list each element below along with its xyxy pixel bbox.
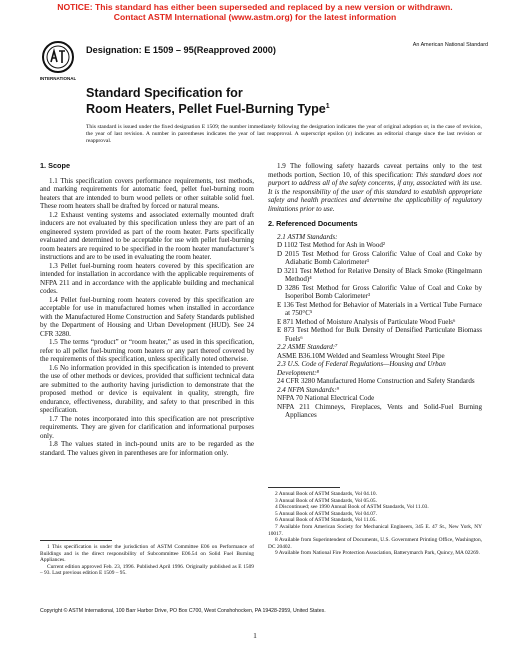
american-national-standard-label: An American National Standard: [412, 42, 488, 48]
footnote-3: 3 Annual Book of ASTM Standards, Vol 05.05.: [275, 497, 377, 504]
svg-text:INTERNATIONAL: INTERNATIONAL: [40, 76, 76, 81]
astm-standards-heading: 2.1 ASTM Standards:: [277, 232, 338, 241]
ref-e871: E 871 Method of Moisture Analysis of Particulate Wood Fuels⁶: [277, 317, 456, 326]
title-line-2-text: Room Heaters, Pellet Fuel-Burning Type: [86, 102, 326, 117]
section-1-6: 1.6 No information provided in this specification is intended to prevent the use of other methods or devices, provided that sufficient technical data are submitted to the authority having jurisdiction to demonstrate that the proposed method or device is equivalent in quality, strength, fire endurance, effectiveness, durability, and safety to that prescribed in this specification.: [40, 363, 254, 414]
footnote-rule-right: [268, 487, 340, 488]
section-1-9-text: 1.9 The following safety hazards caveat pertains only to the test methods portion, Section 10, of this specification:: [268, 162, 482, 179]
section-1-3: 1.3 Pellet fuel-burning room heaters covered by this specification are intended for installation in accordance with the applicable requirements of NFPA 211 and in accordance with the applicable building and mechanical codes.: [40, 261, 254, 295]
scope-heading: 1. Scope: [40, 161, 71, 170]
cfr-heading: 2.3 U.S. Code of Federal Regulations—Housing and Urban Development:⁸: [277, 360, 446, 377]
ref-d3211: D 3211 Test Method for Relative Density of Black Smoke (Ringelmann Method)⁴: [277, 266, 482, 283]
right-footnotes: [268, 491, 482, 557]
referenced-documents-heading: 2. Referenced Documents: [268, 219, 358, 228]
section-1-4: 1.4 Pellet fuel-burning room heaters covered by this specification are acceptable for use in manufactured homes when installed in accordance with the Manufactured Home Construction and Safety Standards published by the Department of Housing and Urban Development (HUD). See 24 CFR 3280.: [40, 295, 254, 338]
nfpa-heading: 2.4 NFPA Standards:⁹: [277, 385, 340, 394]
footnote-4: 4 Discontinued; see 1990 Annual Book of ASTM Standards, Vol 11.03.: [275, 504, 429, 511]
ref-nfpa70: NFPA 70 National Electrical Code: [277, 394, 375, 402]
document-title: [86, 86, 330, 116]
withdrawal-notice: [0, 2, 510, 22]
title-footnote-mark: 1: [325, 103, 330, 110]
left-footnotes: [40, 544, 254, 577]
ref-24cfr3280: 24 CFR 3280 Manufactured Home Construction and Safety Standards: [277, 377, 475, 385]
footnote-6: 6 Annual Book of ASTM Standards, Vol 11.05.: [275, 517, 377, 524]
footnote-8: 8 Available from Superintendent of Documents, U.S. Government Printing Office, Washington, DC 20402.: [268, 537, 482, 550]
section-1-7: 1.7 The notes incorporated into this specification are not prescriptive requirements. They are given for clarification and informational purposes only.: [40, 414, 254, 440]
title-line-1: Standard Specification for: [86, 86, 243, 100]
footnote-rule-left: [40, 540, 112, 541]
ref-nfpa211: NFPA 211 Chimneys, Fireplaces, Vents and Solid-Fuel Burning Appliances: [277, 402, 482, 419]
ref-d3286: D 3286 Test Method for Gross Calorific Value of Coal and Coke by Isoperibol Bomb Calorimeter³: [277, 283, 482, 300]
section-1-2: 1.2 Exhaust venting systems and associated externally mounted draft inducers are not evaluated by this specification unless they are part of an engineered system provided as part of the room heater. Parts specifically evaluated and determined to be acceptable for use with pellet fuel-burning room heaters are required to be specified in the room heater manufacturer’s instructions and are to be used in evaluating the room heater.: [40, 210, 254, 261]
ref-e873: E 873 Test Method for Bulk Density of Densified Particulate Biomass Fuels⁶: [277, 326, 482, 343]
section-1-1: 1.1 This specification covers performance requirements, test methods, and marking requirements for automatic feed, pellet fuel-burning room heaters that are intended to burn wood pellets or other suitable solid fuel. These room heaters shall be drafted by forced or natural means.: [40, 176, 254, 210]
footnote-9: 9 Available from National Fire Protection Association, Batterymarch Park, Quincy, MA 02269.: [275, 550, 480, 557]
footnote-1-edition: Current edition approved Feb. 23, 1996. Published April 1996. Originally published as E 1509 – 93. Last previous edition E 1509 – 95.: [40, 563, 254, 577]
ref-e136: E 136 Test Method for Behavior of Materials in a Vertical Tube Furnace at 750°C⁵: [277, 300, 482, 317]
astm-logo: [40, 38, 76, 84]
right-column: [268, 162, 482, 420]
issuance-note: This standard is issued under the fixed designation E 1509; the number immediately following the designation indicates the year of original adoption or, in the case of revision, the year of last revision. A number in parentheses indicates the year of last reapproval. A superscript epsilon (ε) indicates an editorial change since the last revision or reapproval.: [86, 124, 482, 144]
page-number: 1: [253, 631, 257, 640]
left-column: [40, 162, 254, 457]
section-1-5: 1.5 The terms “product” or “room heater,” as used in this specification, refer to all pellet fuel-burning room heaters or any part thereof covered by the requirements of this specification, unless specifically noted otherwise.: [40, 338, 254, 363]
ref-d2015: D 2015 Test Method for Gross Calorific Value of Coal and Coke by Adiabatic Bomb Calorimeter³: [277, 249, 482, 266]
title-line-2: [86, 100, 330, 116]
notice-line-1: NOTICE: This standard has either been superseded and replaced by a new version or withdrawn.: [57, 2, 453, 12]
notice-line-2: Contact ASTM International (www.astm.org) for the latest information: [113, 12, 397, 22]
ref-d1102: D 1102 Test Method for Ash in Wood²: [277, 241, 385, 249]
ref-asme-b36: ASME B36.10M Welded and Seamless Wrought Steel Pipe: [277, 351, 445, 360]
footnote-2: 2 Annual Book of ASTM Standards, Vol 04.10.: [275, 491, 377, 497]
footnote-1: 1 This specification is under the jurisdiction of ASTM Committee E06 on Performance of Buildings and is the direct responsibility of Subcommittee E06.54 on Solid Fuel Burning Appliances.: [40, 544, 254, 564]
copyright-notice: Copyright © ASTM International, 100 Barr Harbor Drive, PO Box C700, West Conshohocken, PA 19428-2959, United States.: [40, 608, 326, 614]
section-1-9: [268, 162, 482, 213]
safety-caveat: This standard does not purport to address all of the safety concerns, if any, associated with its use. It is the responsibility of the user of this standard to establish appropriate safety and health practices and determine the applicability of regulatory limitations prior to use.: [268, 170, 482, 213]
astm-logo-graphic: [40, 38, 76, 84]
designation: Designation: E 1509 – 95(Reapproved 2000): [86, 45, 276, 55]
asme-standard-heading: 2.2 ASME Standard:⁷: [277, 343, 338, 351]
footnote-7: 7 Available from American Society for Mechanical Engineers, 345 E. 47 St., New York, NY 10017.: [268, 523, 482, 537]
astm-standards-block: [268, 233, 482, 420]
section-1-8: 1.8 The values stated in inch-pound units are to be regarded as the standard. The values given in parentheses are for information only.: [40, 440, 254, 457]
footnote-5: 5 Annual Book of ASTM Standards, Vol 04.07.: [275, 510, 377, 517]
